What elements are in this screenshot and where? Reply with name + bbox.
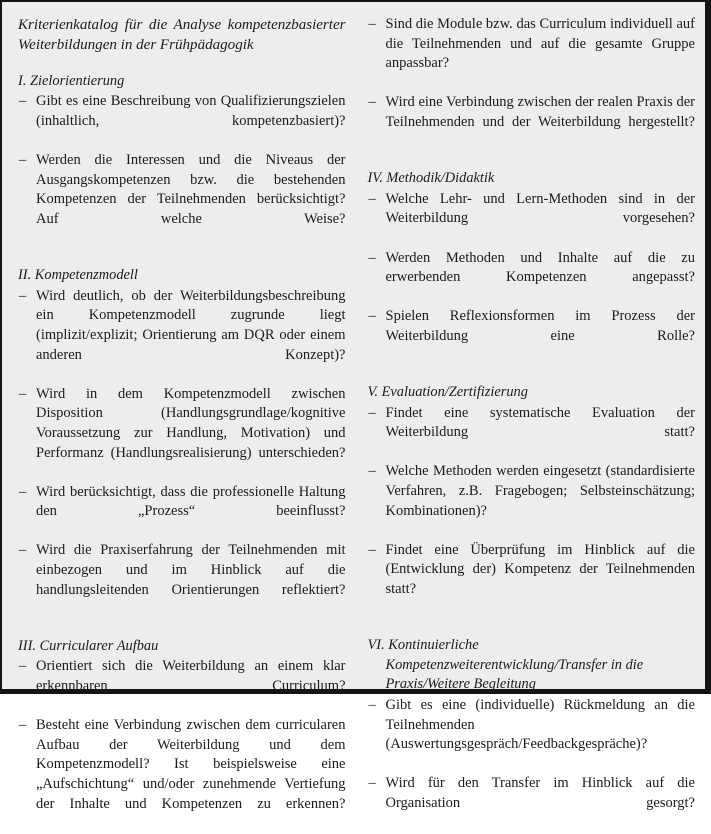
dash-bullet-icon: – [368,94,376,111]
list-item [18,483,346,542]
dash-bullet-icon: – [368,308,376,325]
list-item-text: Findet eine Überprüfung im Hinblick auf die (Entwicklung der) Kompetenz der Teilnehmenden statt? [385,541,695,598]
list-item [368,93,696,152]
list-item [18,287,346,385]
right-column [354,15,706,811]
section-heading-iii: III. Curricularer Aufbau [18,637,159,654]
section-ii [18,266,346,620]
list-item-text: Gibt es eine Beschreibung von Qualifizierungszielen (inhaltlich, kompetenzbasiert)? [36,93,346,129]
list-item-text: Gibt es eine (individuelle) Rückmeldung an die Teilnehmenden (Auswertungsgespräch/Feedbackgespräche)? [385,697,695,753]
page-title: Kriterienkatalog für die Analyse kompetenzbasierter Weiterbildungen in der Frühpädagogik [18,17,346,54]
dash-bullet-icon: – [368,404,376,421]
list-item-text: Sind die Module bzw. das Curriculum individuell auf die Teilnehmenden und auf die gesamte Gruppe anpassbar? [385,16,695,72]
list-item-text: Wird die Praxiserfahrung der Teilnehmenden mit einbezogen und im Hinblick auf die handlungsleitenden Orientierungen reflektiert? [36,542,346,598]
section-heading-i: I. Zielorientierung [18,72,125,89]
list-item-text: Besteht eine Verbindung zwischen dem curricularen Aufbau der Weiterbildung und dem Kompetenzmodell? Ist beispielsweise eine „Aufschichtung“ und/oder zunehmende Vertiefung der Inhalte und Kompetenzen zu erkennen? [36,717,346,812]
dash-bullet-icon: – [19,483,27,500]
list-item [368,190,696,249]
dash-bullet-icon: – [368,697,376,713]
list-item [18,657,346,716]
dash-bullet-icon: – [368,775,376,792]
section-iii-continued-items [368,15,696,152]
list-item-text: Welche Methoden werden eingesetzt (standardisierte Verfahren, z.B. Fragebogen; Selbsteinschätzung; Kombinationen)? [385,463,695,519]
list-item-text: Werden die Interessen und die Niveaus der Ausgangskompetenzen bzw. die bestehenden Kompetenzen der Teilnehmenden berücksichtigt? Auf welche Weise? [36,152,346,227]
list-item-text: Wird für den Transfer im Hinblick auf die Organisation gesorgt? [385,775,695,811]
list-item-text: Wird eine Verbindung zwischen der realen Praxis der Teilnehmenden und der Weiterbildung hergestellt? [385,94,695,130]
section-v-items [368,404,696,620]
list-item [18,716,346,834]
list-item-text: Orientiert sich die Weiterbildung an einem klar erkennbaren Curriculum? [36,658,346,695]
dash-bullet-icon: – [368,463,376,480]
list-item [18,92,346,151]
section-vi [368,636,696,833]
left-column [2,15,354,812]
list-item [368,696,696,774]
list-item [368,249,696,308]
list-item [18,151,346,249]
list-item [18,385,346,483]
list-item-text: Werden Methoden und Inhalte auf die zu erwerbenden Kompetenzen angepasst? [385,249,695,286]
dash-bullet-icon: – [368,16,376,32]
list-item [368,462,696,540]
list-item-text: Wird berücksichtigt, dass die professionelle Haltung den „Prozess“ beeinflusst? [36,483,346,520]
list-item-text: Wird in dem Kompetenzmodell zwischen Disposition (Handlungsgrundlage/kognitive Voraussetzung zur Handlung, Motivation) und Performanz (Handlungsrealisierung) unterschieden? [36,385,346,461]
list-item-text: Welche Lehr- und Lern-Methoden sind in der Weiterbildung vorgesehen? [385,190,695,227]
section-i [18,72,346,249]
dash-bullet-icon: – [19,542,27,559]
list-item [368,15,696,93]
section-heading-ii: II. Kompetenzmodell [18,267,138,284]
dash-bullet-icon: – [19,385,27,402]
list-item-text: Wird deutlich, ob der Weiterbildungsbeschreibung ein Kompetenzmodell zugrunde liegt (implizit/explizit; Orientierung am DQR oder einem anderen Konzept)? [36,287,346,363]
section-v [368,383,696,619]
dash-bullet-icon: – [19,152,27,169]
section-heading-iv: IV. Methodik/Didaktik [367,170,495,187]
section-iii-items [18,657,346,833]
list-item [368,541,696,619]
list-item [368,774,696,833]
list-item-text: Findet eine systematische Evaluation der Weiterbildung statt? [385,404,695,441]
section-vi-items [368,696,696,833]
dash-bullet-icon: – [368,249,376,266]
list-item-text: Spielen Reflexionsformen im Prozess der Weiterbildung eine Rolle? [385,308,695,344]
section-ii-items [18,287,346,620]
section-heading-v: V. Evaluation/Zertifizierung [367,384,528,401]
dash-bullet-icon: – [19,658,27,675]
dash-bullet-icon: – [19,717,27,734]
section-i-items [18,92,346,249]
list-item [18,541,346,619]
section-iv-items [368,190,696,366]
section-heading-vi: VI. Kontinuierliche Kompetenzweiterentwicklung/Transfer in die Praxis/Weitere Begleitung [367,637,644,693]
section-iii [18,637,346,834]
dash-bullet-icon: – [368,190,376,207]
two-column-layout [2,2,705,812]
section-iv [368,169,696,366]
dash-bullet-icon: – [19,93,27,110]
list-item [368,404,696,463]
list-item [368,307,696,366]
dash-bullet-icon: – [368,541,376,558]
dash-bullet-icon: – [19,287,27,304]
